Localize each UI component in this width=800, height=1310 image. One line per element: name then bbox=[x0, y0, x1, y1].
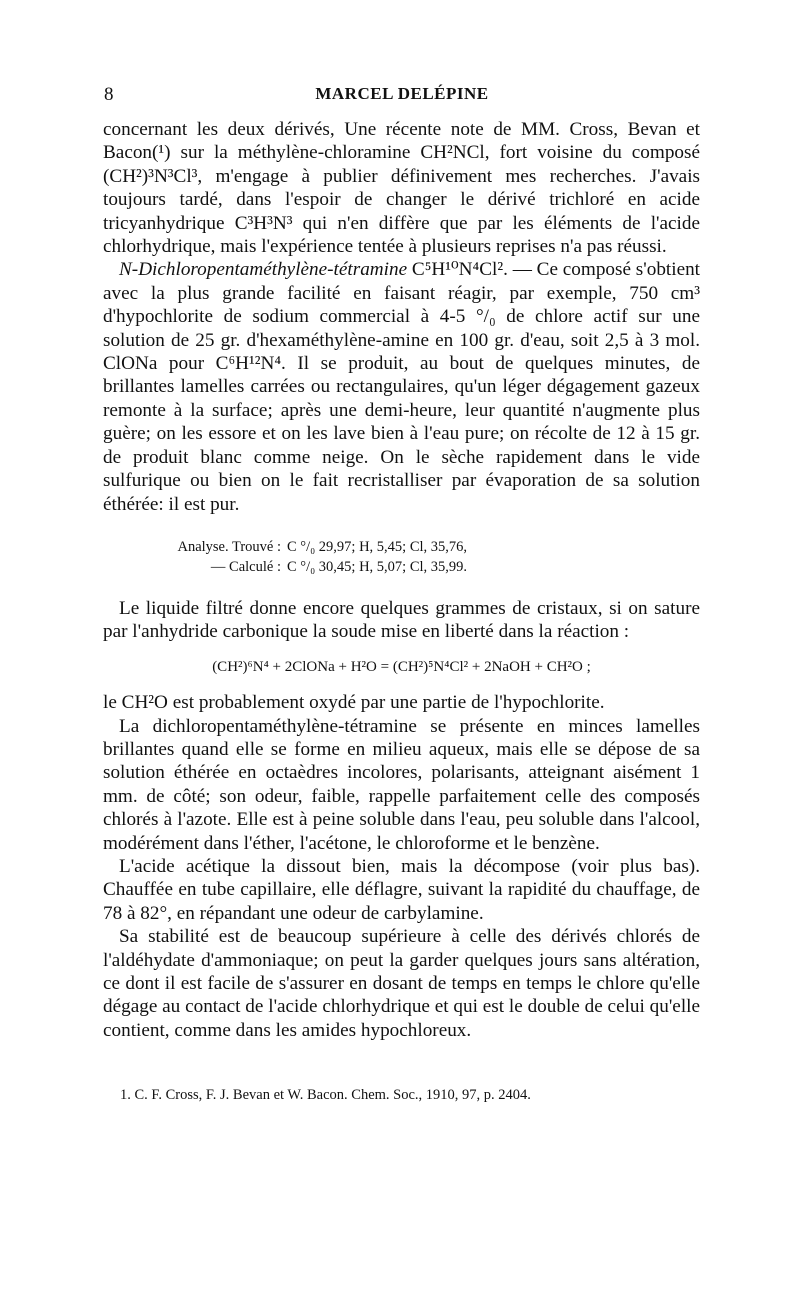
analysis-table bbox=[103, 537, 700, 577]
paragraph-acetic-acid: L'acide acétique la dissout bien, mais la décompose (voir plus bas). Chauffée en tube capillaire, elle déflagre, suivant la rapidité du chauffage, de 78 à 82°, en répandant une odeur de carbylamine. bbox=[103, 855, 700, 924]
running-head: MARCEL DELÉPINE bbox=[315, 84, 489, 103]
paragraph-filtrate: Le liquide filtré donne encore quelques grammes de cristaux, si on sature par l'anhydride carbonique la soude mise en liberté dans la réaction : bbox=[103, 597, 700, 643]
footnote: 1. C. F. Cross, F. J. Bevan et W. Bacon. Chem. Soc., 1910, 97, p. 2404. bbox=[120, 1087, 531, 1103]
compound-description: C⁵H¹⁰N⁴Cl². — Ce composé s'obtient avec la plus grande facilité en faisant réagir, par exemple, 750 cm³ d'hypochlorite de sodium commercial à 4-5 °/₀ de chlore actif sur une solution de 25 gr. d'hexaméthylène-amine en 100 gr. d'eau, soit 2,5 à 3 mol. ClONa pour C⁶H¹²N⁴. Il se produit, au bout de quelques minutes, de brillantes lamelles carrées ou rectangulaires, qu'un léger dégagement gazeux remonte à la surface; après une demi-heure, leur quantité n'augmente plus guère; on les essore et on les lave bien à l'eau pure; on récolte de 12 à 15 gr. de produit blanc comme neige. On le sèche rapidement dans le vide sulfurique ou bien on le fait recristalliser par évaporation de sa solution éthérée: il est pur. bbox=[103, 259, 701, 515]
analysis-label-calculated: — Calculé : bbox=[210, 558, 281, 575]
analysis-row-calculated bbox=[103, 557, 700, 577]
chemical-equation: (CH²)⁶N⁴ + 2ClONa + H²O = (CH²)⁵N⁴Cl² + 2NaOH + CH²O ; bbox=[212, 658, 591, 675]
compound-title: N-Dichloropentaméthylène-tétramine bbox=[119, 259, 408, 281]
paragraph-compound bbox=[103, 258, 700, 515]
paragraph-properties: La dichloropentaméthylène-tétramine se présente en minces lamelles brillantes quand elle se forme en milieu aqueux, mais elle se dépose de sa solution éthérée en octaèdres incolores, polarisants, atteignant aisément 1 mm. de côté; son odeur, faible, rappelle parfaitement celle des composés chlorés à l'azote. Elle est à peine soluble dans l'eau, peu soluble dans l'alcool, modérément dans l'éther, l'acétone, le chloroforme et le benzène. bbox=[103, 715, 700, 854]
analysis-values-calculated: C °/₀ 30,45; H, 5,07; Cl, 35,99. bbox=[287, 558, 468, 575]
body-text bbox=[103, 118, 700, 1042]
analysis-values-found: C °/₀ 29,97; H, 5,45; Cl, 35,76, bbox=[287, 538, 468, 555]
paragraph-oxidation: le CH²O est probablement oxydé par une partie de l'hypochlorite. bbox=[103, 692, 605, 714]
paragraph-intro: concernant les deux dérivés, Une récente note de MM. Cross, Bevan et Bacon(¹) sur la méthylène-chloramine CH²NCl, fort voisine du composé (CH²)³N³Cl³, m'engage à publier définivement mes recherches. J'avais toujours tardé, dans l'espoir de changer le dérivé trichloré en acide tricyanhydrique C³H³N³ qui n'en diffère que par les éléments de l'acide chlorhydrique, mais l'expérience tentée à plusieurs reprises n'a pas réussi. bbox=[103, 119, 700, 258]
analysis-label-found: Analyse. Trouvé : bbox=[177, 538, 281, 555]
page-header bbox=[104, 84, 700, 110]
paragraph-stability: Sa stabilité est de beaucoup supérieure à celle des dérivés chlorés de l'aldéhydate d'ammoniaque; on peut la garder quelques jours sans altération, ce dont il est facile de s'assurer en dosant de temps en temps le chlore qu'elle dégage au contact de l'acide chlorhydrique et qui est le double de celui qu'elle contient, comme dans les amides hypochloreux. bbox=[103, 926, 700, 1041]
page-number: 8 bbox=[104, 84, 114, 105]
analysis-row-found bbox=[103, 537, 700, 557]
